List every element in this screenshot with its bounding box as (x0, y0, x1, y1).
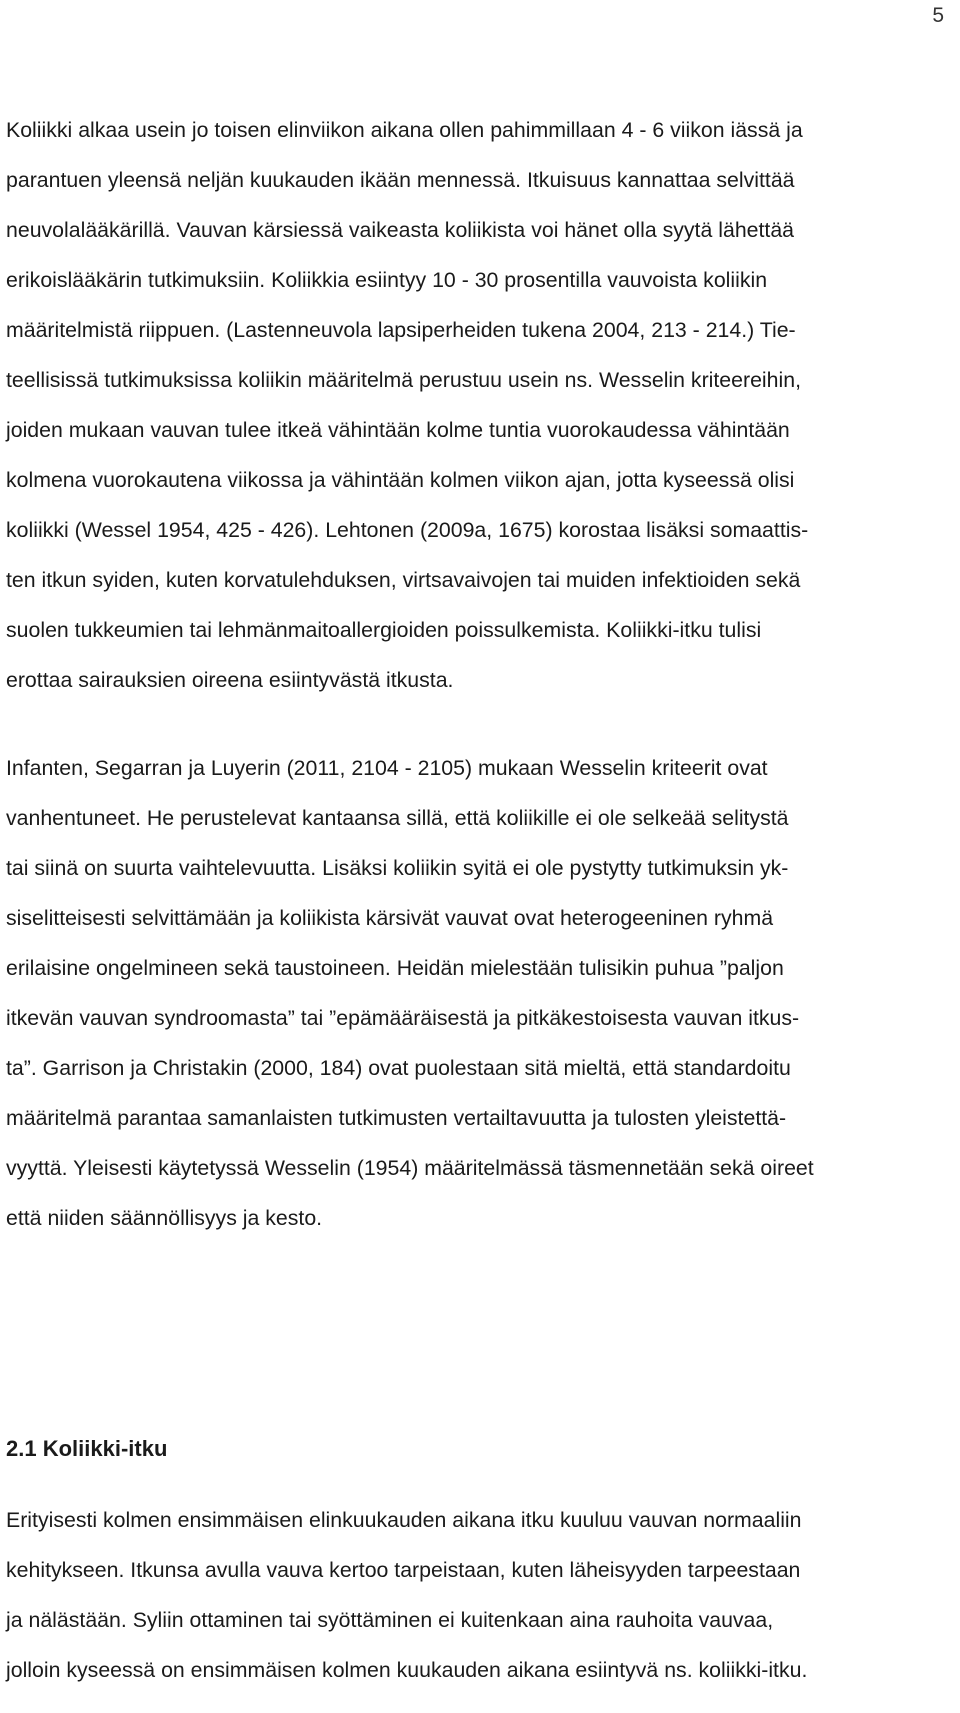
paragraph-line: Koliikki alkaa usein jo toisen elinviikon aikana ollen pahimmillaan 4 - 6 viikon iässä ja (6, 118, 803, 142)
paragraph-line: teellisissä tutkimuksissa koliikin määritelmä perustuu usein ns. Wesselin kriteereihin, (6, 368, 802, 392)
paragraph-line: Erityisesti kolmen ensimmäisen elinkuukauden aikana itku kuuluu vauvan normaaliin (6, 1508, 802, 1532)
paragraph-line: määritelmistä riippuen. (Lastenneuvola lapsiperheiden tukena 2004, 213 - 214.) Tie- (6, 318, 796, 342)
paragraph-line: itkevän vauvan syndroomasta” tai ”epämääräisestä ja pitkäkestoisesta vauvan itkus- (6, 1006, 800, 1030)
paragraph-line: ten itkun syiden, kuten korvatulehduksen, virtsavaivojen tai muiden infektioiden sekä (6, 568, 801, 592)
paragraph-line: neuvolalääkärillä. Vauvan kärsiessä vaikeasta koliikista voi hänet olla syytä lähettää (6, 218, 795, 242)
paragraph-line: parantuen yleensä neljän kuukauden ikään mennessä. Itkuisuus kannattaa selvittää (6, 168, 795, 192)
paragraph-1 (6, 105, 956, 705)
paragraph-2 (6, 743, 956, 1243)
page-number: 5 (932, 4, 944, 27)
paragraph-line: erilaisine ongelmineen sekä taustoineen. Heidän mielestään tulisikin puhua ”paljon (6, 956, 784, 980)
paragraph-line: tai siinä on suurta vaihtelevuutta. Lisäksi koliikin syitä ei ole pystytty tutkimuksin yk- (6, 856, 789, 880)
paragraph-line: vyyttä. Yleisesti käytetyssä Wesselin (1954) määritelmässä täsmennetään sekä oireet (6, 1156, 814, 1180)
paragraph-3 (6, 1495, 956, 1695)
paragraph-line: ta”. Garrison ja Christakin (2000, 184) ovat puolestaan sitä mieltä, että standardoitu (6, 1056, 791, 1080)
paragraph-line: joiden mukaan vauvan tulee itkeä vähintään kolme tuntia vuorokaudessa vähintään (6, 418, 790, 442)
paragraph-line: että niiden säännöllisyys ja kesto. (6, 1206, 323, 1230)
paragraph-line: määritelmä parantaa samanlaisten tutkimusten vertailtavuutta ja tulosten yleistettä- (6, 1106, 787, 1130)
section-heading: 2.1 Koliikki-itku (6, 1436, 168, 1461)
paragraph-line: kehitykseen. Itkunsa avulla vauva kertoo tarpeistaan, kuten läheisyyden tarpeestaan (6, 1558, 801, 1582)
paragraph-line: suolen tukkeumien tai lehmänmaitoallergioiden poissulkemista. Koliikki-itku tulisi (6, 618, 762, 642)
paragraph-line: ja nälästään. Syliin ottaminen tai syöttäminen ei kuitenkaan aina rauhoita vauvaa, (6, 1608, 774, 1632)
paragraph-line: Infanten, Segarran ja Luyerin (2011, 2104 - 2105) mukaan Wesselin kriteerit ovat (6, 756, 768, 780)
paragraph-line: kolmena vuorokautena viikossa ja vähintään kolmen viikon ajan, jotta kyseessä olisi (6, 468, 795, 492)
paragraph-line: erikoislääkärin tutkimuksiin. Koliikkia esiintyy 10 - 30 prosentilla vauvoista koliikin (6, 268, 768, 292)
paragraph-line: siselitteisesti selvittämään ja koliikista kärsivät vauvat ovat heterogeeninen ryhmä (6, 906, 774, 930)
paragraph-line: vanhentuneet. He perustelevat kantaansa sillä, että koliikille ei ole selkeää selitystä (6, 806, 789, 830)
paragraph-line: koliikki (Wessel 1954, 425 - 426). Lehtonen (2009a, 1675) korostaa lisäksi somaattis- (6, 518, 809, 542)
paragraph-line: jolloin kyseessä on ensimmäisen kolmen kuukauden aikana esiintyvä ns. koliikki-itku. (6, 1658, 808, 1682)
paragraph-line: erottaa sairauksien oireena esiintyvästä itkusta. (6, 668, 454, 692)
